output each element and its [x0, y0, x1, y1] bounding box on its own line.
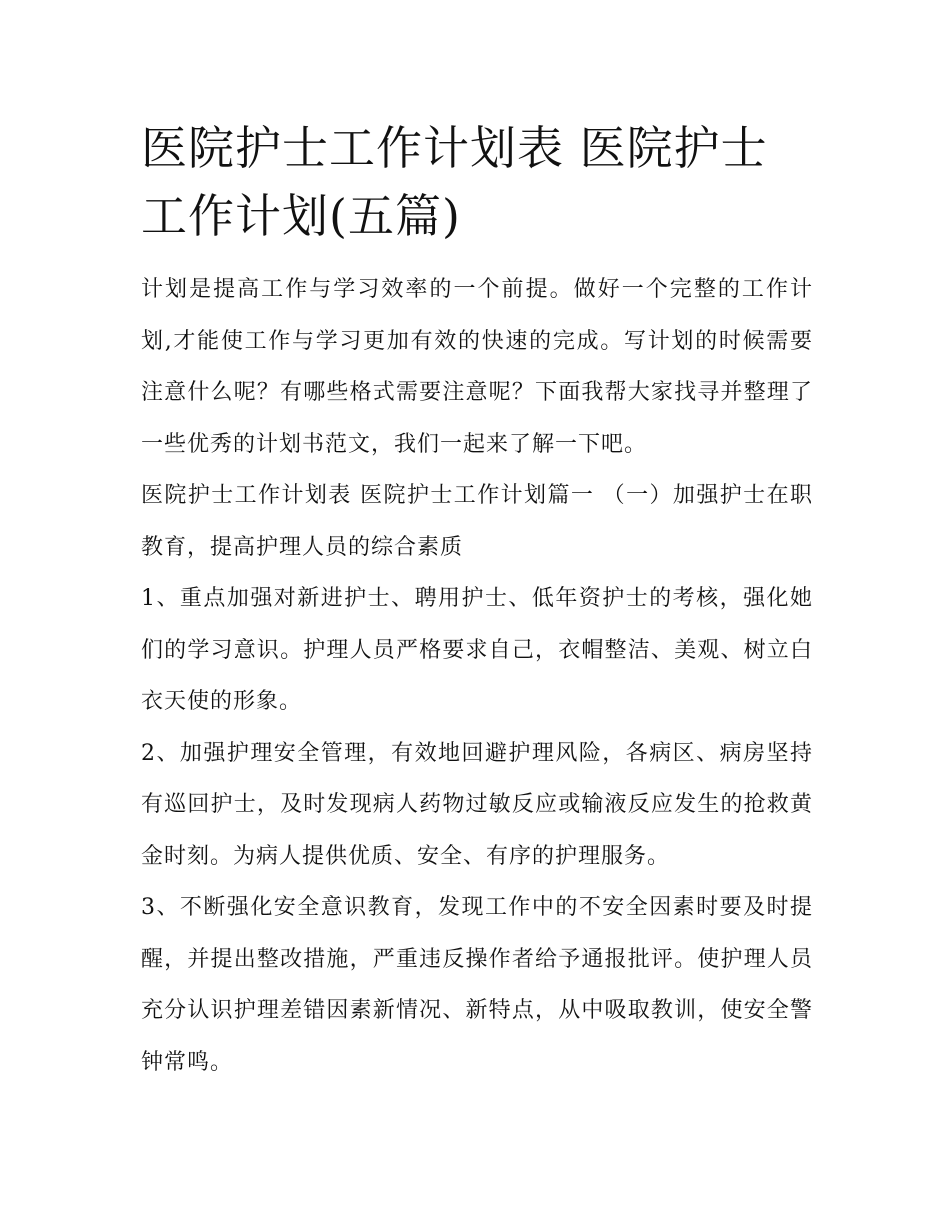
section-heading-paragraph: 医院护士工作计划表 医院护士工作计划篇一 （一）加强护士在职教育，提高护理人员的综合素质: [141, 483, 813, 560]
list-item-2: 2、加强护理安全管理，有效地回避护理风险，各病区、病房坚持有巡回护士，及时发现病人药物过敏反应或输液反应发生的抢救黄金时刻。为病人提供优质、安全、有序的护理服务。: [141, 740, 813, 869]
document-body: [141, 114, 813, 1088]
intro-paragraph: 计划是提高工作与学习效率的一个前提。做好一个完整的工作计划,才能使工作与学习更加有效的快速的完成。写计划的时候需要注意什么呢？有哪些格式需要注意呢？下面我帮大家找寻并整理了一些优秀的计划书范文，我们一起来了解一下吧。: [141, 277, 813, 457]
list-item-1: 1、重点加强对新进护士、聘用护士、低年资护士的考核，强化她们的学习意识。护理人员严格要求自己，衣帽整洁、美观、树立白衣天使的形象。: [141, 586, 813, 714]
document-title: 医院护士工作计划表 医院护士工作计划(五篇): [141, 121, 768, 243]
list-item-3: 3、不断强化安全意识教育，发现工作中的不安全因素时要及时提醒，并提出整改措施，严重违反操作者给予通报批评。使护理人员充分认识护理差错因素新情况、新特点，从中吸取教训，使安全警钟常鸣。: [141, 895, 813, 1075]
